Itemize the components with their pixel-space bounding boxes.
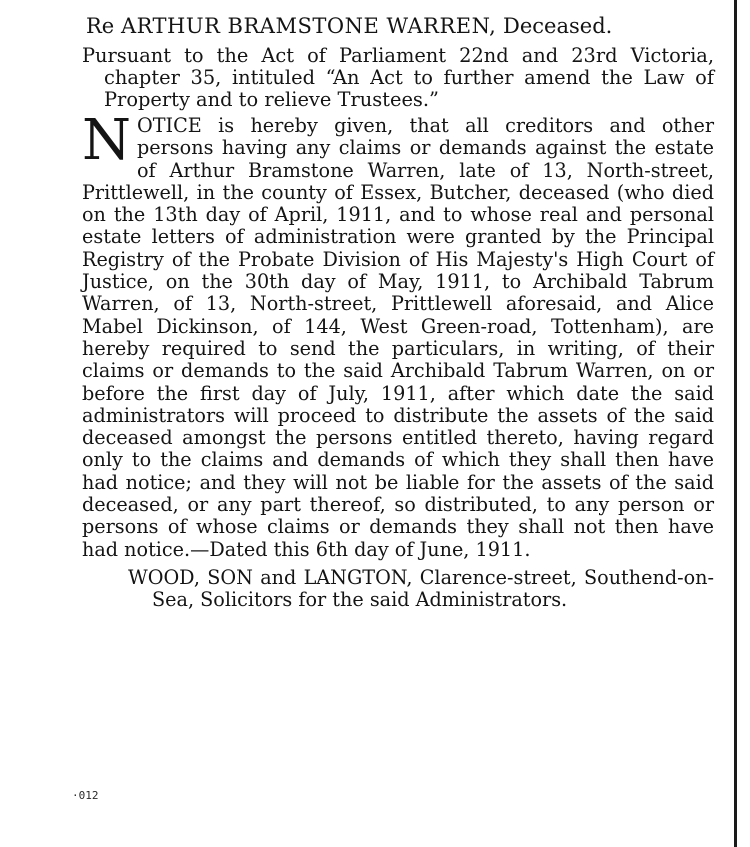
- title-suffix: Deceased.: [503, 14, 613, 38]
- act-reference: Pursuant to the Act of Parliament 22nd and 23rd Victoria, chapter 35, intituled “An Act to further amend the Law of Property and to relieve Trustees.”: [82, 44, 714, 111]
- title-prefix: Re: [86, 14, 115, 38]
- deceased-name: ARTHUR BRAMSTONE WARREN,: [120, 14, 497, 38]
- solicitor-signature: WOOD, SON and LANGTON, Clarence-street, Southend-on-Sea, Solicitors for the said Administrators.: [128, 565, 714, 612]
- notice-title: [82, 13, 714, 39]
- legal-notice: [82, 13, 714, 612]
- printer-mark: ·012: [72, 789, 99, 802]
- drop-cap: N: [82, 108, 131, 173]
- notice-body-text: OTICE is hereby given, that all creditors and other persons having any claims or demands against the estate of Arthur Bramstone Warren, late of 13, North-street, Prittlewell, in the county of Essex, Butcher, deceased (who died on the 13th day of April, 1911, and to whose real and personal estate letters of administration were granted by the Principal Registry of the Probate Division of His Majesty's High Court of Justice, on the 30th day of May, 1911, to Archibald Tabrum Warren, of 13, North-street, Prittlewell aforesaid, and Alice Mabel Dickinson, of 144, West Green-road, Tottenham), are hereby required to send the particulars, in writing, of their claims or demands to the said Archibald Tabrum Warren, on or before the first day of July, 1911, after which date the said administrators will proceed to distribute the assets of the said deceased amongst the persons entitled thereto, having regard only to the claims and demands of which they shall then have had notice; and they will not be liable for the assets of the said deceased, or any part thereof, so distributed, to any person or persons of whose claims or demands they shall not then have had notice.—Dated this 6th day of June, 1911.: [82, 114, 714, 561]
- notice-body: [82, 108, 714, 561]
- column-rule: [734, 0, 737, 847]
